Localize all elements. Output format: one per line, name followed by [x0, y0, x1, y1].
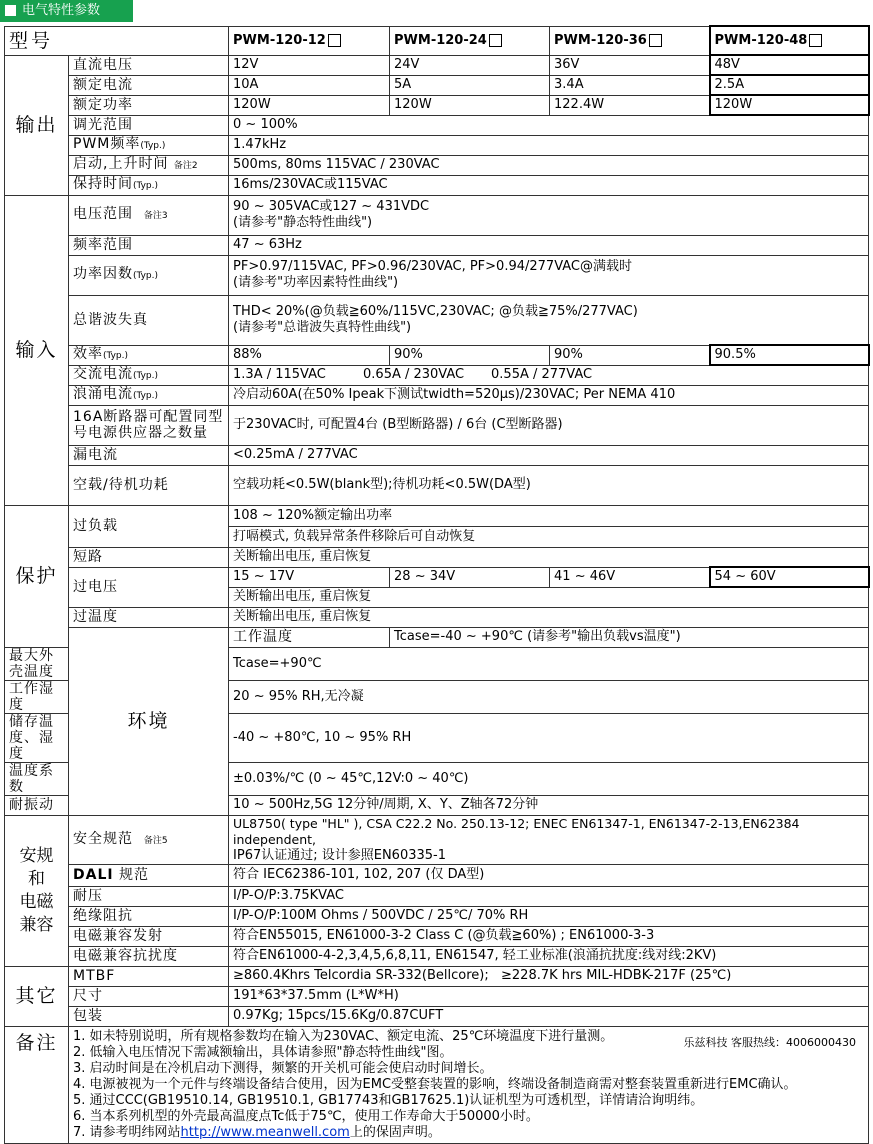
row-label: 绝缘阻抗 [69, 906, 229, 926]
cell: 120W [710, 95, 869, 115]
table-row [5, 95, 869, 115]
row-label: 包装 [69, 1006, 229, 1026]
row-label: 启动,上升时间 备注2 [69, 155, 229, 175]
square-icon [649, 34, 662, 47]
row-label: 频率范围 [69, 235, 229, 255]
section-header-title: 电气特性参数 [22, 3, 101, 18]
row-label: 功率因数(Typ.) [69, 255, 229, 295]
row-label: 储存温度、湿度 [5, 713, 69, 762]
cell: 90.5% [710, 345, 869, 365]
cell: 20 ~ 95% RH,无冷凝 [229, 680, 869, 713]
row-label: 交流电流(Typ.) [69, 365, 229, 385]
table-row [5, 986, 869, 1006]
cell: 28 ~ 34V [390, 567, 550, 587]
cell: 16ms/230VAC或115VAC [229, 175, 869, 195]
cell: 关断输出电压, 重启恢复 [229, 587, 869, 607]
table-row [5, 385, 869, 405]
note-line: 5. 通过CCC(GB19510.14, GB19510.1, GB17743和GB17625.1)认证机型为可透机型，详情请洽询明纬。 [73, 1092, 704, 1108]
table-row [5, 75, 869, 95]
cell: 48V [710, 55, 869, 75]
cell: UL8750( type "HL" ), CSA C22.2 No. 250.13-12; ENEC EN61347-1, EN61347-2-13,EN62384 independent, IP67认证通过; 设计参照EN60335-1 [229, 815, 869, 864]
cell: 10 ~ 500Hz,5G 12分钟/周期, X、Y、Z轴各72分钟 [229, 795, 869, 815]
row-label: 保持时间(Typ.) [69, 175, 229, 195]
cell: 24V [390, 55, 550, 75]
cell: -40 ~ +80℃, 10 ~ 95% RH [229, 713, 869, 762]
cell: 于230VAC时, 可配置4台 (B型断路器) / 6台 (C型断路器) [229, 405, 869, 445]
note-line: 2. 低输入电压情况下需减额输出，具体请参照"静态特性曲线"图。 [73, 1044, 453, 1060]
row-label: 空载/待机功耗 [69, 465, 229, 505]
cell: 0 ~ 100% [229, 115, 869, 135]
table-row [5, 547, 869, 567]
row-label: 总谐波失真 [69, 295, 229, 345]
cell: ±0.03%/℃ (0 ~ 45℃,12V:0 ~ 40℃) [229, 762, 869, 795]
table-row [5, 864, 869, 886]
table-row [5, 445, 869, 465]
table-row [5, 155, 869, 175]
cell: 0.97Kg; 15pcs/15.6Kg/0.87CUFT [229, 1006, 869, 1026]
table-row [5, 235, 869, 255]
table-row [5, 966, 869, 986]
cell: 120W [390, 95, 550, 115]
row-label: 过负载 [69, 505, 229, 547]
table-row [5, 627, 869, 647]
cell: 47 ~ 63Hz [229, 235, 869, 255]
cell: 打嗝模式, 负载异常条件移除后可自动恢复 [229, 526, 869, 547]
section-protection: 保护 [5, 505, 69, 647]
table-row [5, 946, 869, 966]
cell: 88% [229, 345, 390, 365]
table-row [5, 255, 869, 295]
cell: 191*63*37.5mm (L*W*H) [229, 986, 869, 1006]
cell: 36V [550, 55, 710, 75]
table-row [5, 926, 869, 946]
model-name-4: PWM-120-48 [710, 26, 869, 55]
table-row [5, 815, 869, 864]
cell: 符合 IEC62386-101, 102, 207 (仅 DA型) [229, 864, 869, 886]
cell: Tcase=-40 ~ +90℃ (请参考"输出负载vs温度") [390, 627, 869, 647]
row-label: 过电压 [69, 567, 229, 607]
cell: 15 ~ 17V [229, 567, 390, 587]
row-label: 工作湿度 [5, 680, 69, 713]
note-line: 4. 电源被视为一个元件与终端设备结合使用，因为EMC受整套装置的影响，终端设备制造商需对整套装置重新进行EMC确认。 [73, 1076, 797, 1092]
row-label: 16A断路器可配置同型 号电源供应器之数量 [69, 405, 229, 445]
row-label: 电磁兼容发射 [69, 926, 229, 946]
table-row [5, 567, 869, 587]
cell: 10A [229, 75, 390, 95]
table-row [5, 195, 869, 235]
row-label: 漏电流 [69, 445, 229, 465]
section-header [0, 0, 133, 22]
cell: 90 ~ 305VAC或127 ~ 431VDC (请参考"静态特性曲线") [229, 195, 869, 235]
table-row [5, 465, 869, 505]
row-label: MTBF [69, 966, 229, 986]
row-label: 直流电压 [69, 55, 229, 75]
table-row [5, 365, 869, 385]
row-label: PWM频率(Typ.) [69, 135, 229, 155]
table-row [5, 505, 869, 526]
cell: 符合EN61000-4-2,3,4,5,6,8,11, EN61547, 轻工业标准(浪涌抗扰度:线对线:2KV) [229, 946, 869, 966]
cell: 41 ~ 46V [550, 567, 710, 587]
row-label: 安全规范 备注5 [69, 815, 229, 864]
section-environment: 环境 [69, 627, 229, 815]
model-name-1: PWM-120-12 [229, 26, 390, 55]
row-label: 额定功率 [69, 95, 229, 115]
cell: 关断输出电压, 重启恢复 [229, 547, 869, 567]
row-label: 浪涌电流(Typ.) [69, 385, 229, 405]
table-row [5, 135, 869, 155]
cell: THD< 20%(@负载≧60%/115VC,230VAC; @负载≧75%/277VAC) (请参考"总谐波失真特性曲线") [229, 295, 869, 345]
cell: I/P-O/P:100M Ohms / 500VDC / 25℃/ 70% RH [229, 906, 869, 926]
cell: 108 ~ 120%额定输出功率 [229, 505, 869, 526]
model-label: 型号 [5, 26, 229, 55]
cell: ≥860.4Khrs Telcordia SR-332(Bellcore); ≥228.7K hrs MIL-HDBK-217F (25℃) [229, 966, 869, 986]
cell: 冷启动60A(在50% Ipeak下测试twidth=520μs)/230VAC; Per NEMA 410 [229, 385, 869, 405]
cell: 90% [550, 345, 710, 365]
cell: 54 ~ 60V [710, 567, 869, 587]
table-row [5, 906, 869, 926]
row-label: 额定电流 [69, 75, 229, 95]
cell: 500ms, 80ms 115VAC / 230VAC [229, 155, 869, 175]
cell: 1.47kHz [229, 135, 869, 155]
cell: 2.5A [710, 75, 869, 95]
note-line: 6. 当本系列机型的外壳最高温度点Tc低于75℃，使用工作寿命大于50000小时。 [73, 1108, 539, 1124]
row-label: 电压范围 备注3 [69, 195, 229, 235]
row-label: DALI 规范 [69, 864, 229, 886]
row-label: 电磁兼容抗扰度 [69, 946, 229, 966]
cell: 90% [390, 345, 550, 365]
row-label: 工作温度 [229, 627, 390, 647]
row-label: 调光范围 [69, 115, 229, 135]
checkbox-square-icon [5, 5, 16, 16]
note-line: 3. 启动时间是在冷机启动下测得，频繁的开关机可能会使启动时间增长。 [73, 1060, 493, 1076]
table-row [5, 1026, 869, 1143]
square-icon [328, 34, 341, 47]
note-line: 1. 如未特别说明，所有规格参数均在输入为230VAC、额定电流、25℃环境温度下进行量测。 [73, 1028, 614, 1044]
row-label: 尺寸 [69, 986, 229, 1006]
cell: PF>0.97/115VAC, PF>0.96/230VAC, PF>0.94/277VAC@满载时 (请参考"功率因素特性曲线") [229, 255, 869, 295]
meanwell-link[interactable]: http://www.meanwell.com [180, 1124, 350, 1140]
square-icon [489, 34, 502, 47]
cell: I/P-O/P:3.75KVAC [229, 886, 869, 906]
table-row [5, 55, 869, 75]
table-row [5, 405, 869, 445]
table-row [5, 886, 869, 906]
table-row [5, 1006, 869, 1026]
model-row [5, 26, 869, 55]
spec-table [4, 25, 869, 1144]
cell: 5A [390, 75, 550, 95]
cell: 3.4A [550, 75, 710, 95]
cell: 关断输出电压, 重启恢复 [229, 607, 869, 627]
cell: 12V [229, 55, 390, 75]
row-label: 过温度 [69, 607, 229, 627]
cell: <0.25mA / 277VAC [229, 445, 869, 465]
cell: Tcase=+90℃ [229, 647, 869, 680]
row-label: 耐振动 [5, 795, 69, 815]
section-safety-emc: 安规 和 电磁 兼容 [5, 815, 69, 966]
table-row [5, 175, 869, 195]
row-label: 最大外壳温度 [5, 647, 69, 680]
table-row [5, 607, 869, 627]
row-label: 效率(Typ.) [69, 345, 229, 365]
cell: 空载功耗<0.5W(blank型);待机功耗<0.5W(DA型) [229, 465, 869, 505]
section-others: 其它 [5, 966, 69, 1026]
model-name-3: PWM-120-36 [550, 26, 710, 55]
cell: 120W [229, 95, 390, 115]
table-row [5, 295, 869, 345]
cell: 符合EN55015, EN61000-3-2 Class C (@负载≧60%) ; EN61000-3-3 [229, 926, 869, 946]
notes-cell [69, 1026, 869, 1143]
section-notes: 备注 [5, 1026, 69, 1143]
table-row [5, 115, 869, 135]
cell: 122.4W [550, 95, 710, 115]
square-icon [809, 34, 822, 47]
note-line: 7. 请参考明纬网站http://www.meanwell.com上的保固声明。 [73, 1124, 441, 1140]
model-name-2: PWM-120-24 [390, 26, 550, 55]
row-label: 温度系数 [5, 762, 69, 795]
table-row [5, 345, 869, 365]
cell: 1.3A / 115VAC 0.65A / 230VAC 0.55A / 277VAC [229, 365, 869, 385]
section-output: 输出 [5, 55, 69, 195]
section-input: 输入 [5, 195, 69, 505]
row-label: 耐压 [69, 886, 229, 906]
row-label: 短路 [69, 547, 229, 567]
hotline-text: 乐兹科技 客服热线：4006000430 [683, 1035, 857, 1049]
